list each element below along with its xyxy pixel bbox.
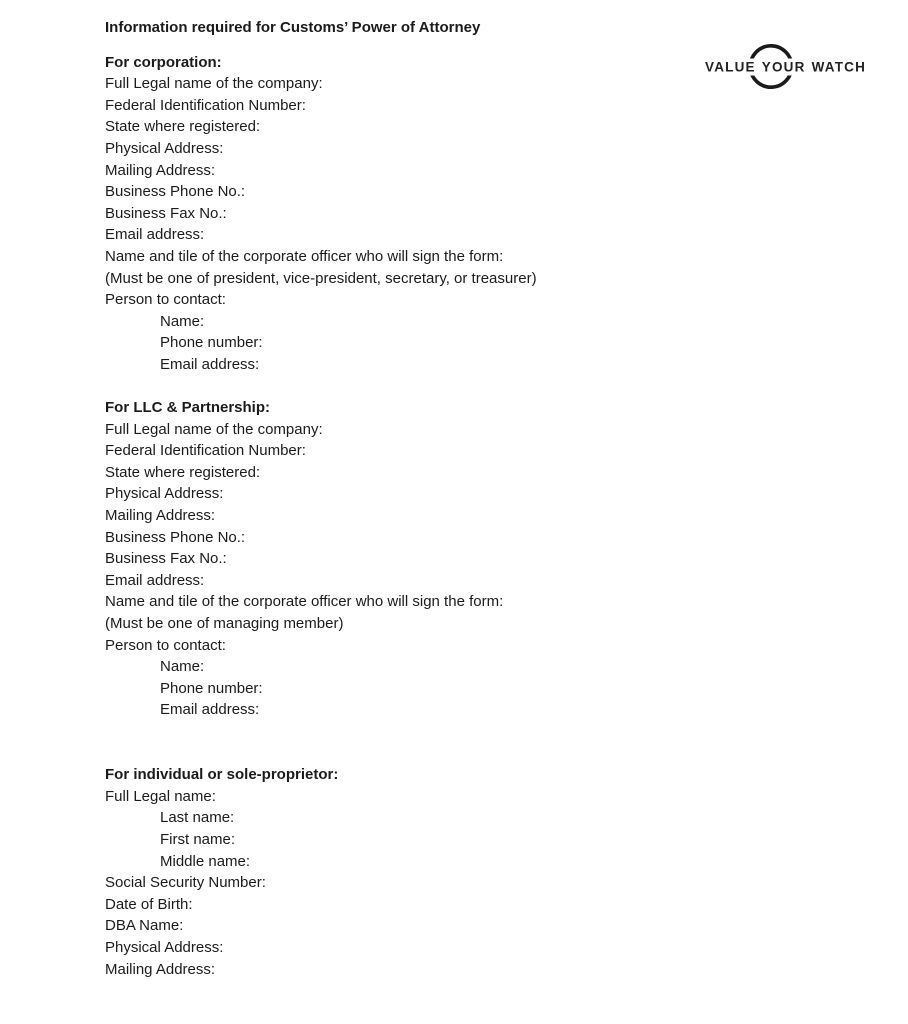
- field-label: Social Security Number:: [105, 874, 266, 892]
- field-label: Person to contact:: [105, 636, 226, 654]
- field-label: Physical Address:: [105, 139, 224, 157]
- field-label: Mailing Address:: [105, 161, 216, 179]
- field-label: Business Fax No.:: [105, 204, 227, 222]
- field-label: Business Fax No.:: [105, 550, 227, 568]
- field-label: Business Phone No.:: [105, 183, 246, 201]
- field-label: Date of Birth:: [105, 895, 193, 913]
- field-label: Mailing Address:: [105, 960, 216, 978]
- section-heading: For corporation:: [105, 53, 222, 71]
- field-label: Email address:: [105, 226, 205, 244]
- field-label: Person to contact:: [105, 291, 226, 309]
- section-heading: For individual or sole-proprietor:: [105, 766, 339, 784]
- field-label: Name:: [160, 312, 205, 330]
- logo-word-value: VALUE: [702, 58, 759, 75]
- field-label: Email address:: [105, 571, 205, 589]
- field-label: First name:: [160, 830, 236, 848]
- page-title: Information required for Customs’ Power of Attorney: [105, 19, 481, 36]
- field-label: Full Legal name of the company:: [105, 420, 323, 438]
- sections: [105, 52, 745, 981]
- field-label: Physical Address:: [105, 938, 224, 956]
- section-gap: [105, 721, 745, 764]
- section: [105, 397, 745, 721]
- field-label: Name:: [160, 658, 205, 676]
- field-label: Email address:: [160, 701, 260, 719]
- section: [105, 764, 745, 980]
- document-content: [105, 17, 745, 980]
- field-label: Phone number:: [160, 679, 263, 697]
- field-label: Full Legal name:: [105, 787, 216, 805]
- field-label: Federal Identification Number:: [105, 442, 306, 460]
- field-label: Mailing Address:: [105, 507, 216, 525]
- field-label: Middle name:: [160, 852, 251, 870]
- field-label: (Must be one of president, vice-president, secretary, or treasurer): [105, 269, 537, 287]
- logo-word-your: YOUR: [759, 58, 809, 75]
- title-spacer: [105, 39, 745, 52]
- section-heading: For LLC & Partnership:: [105, 399, 271, 417]
- field-label: Full Legal name of the company:: [105, 75, 323, 93]
- field-label: Email address:: [160, 355, 260, 373]
- field-label: Phone number:: [160, 334, 263, 352]
- field-label: Name and tile of the corporate officer who will sign the form:: [105, 247, 504, 265]
- section: [105, 52, 745, 376]
- field-label: DBA Name:: [105, 917, 184, 935]
- field-label: Federal Identification Number:: [105, 96, 306, 114]
- field-label: Business Phone No.:: [105, 528, 246, 546]
- section-gap: [105, 376, 745, 398]
- field-label: (Must be one of managing member): [105, 615, 344, 633]
- field-label: State where registered:: [105, 463, 261, 481]
- field-label: Last name:: [160, 809, 235, 827]
- logo-word-watch: WATCH: [809, 58, 870, 75]
- field-label: State where registered:: [105, 118, 261, 136]
- field-label: Name and tile of the corporate officer who will sign the form:: [105, 593, 504, 611]
- field-label: Physical Address:: [105, 485, 224, 503]
